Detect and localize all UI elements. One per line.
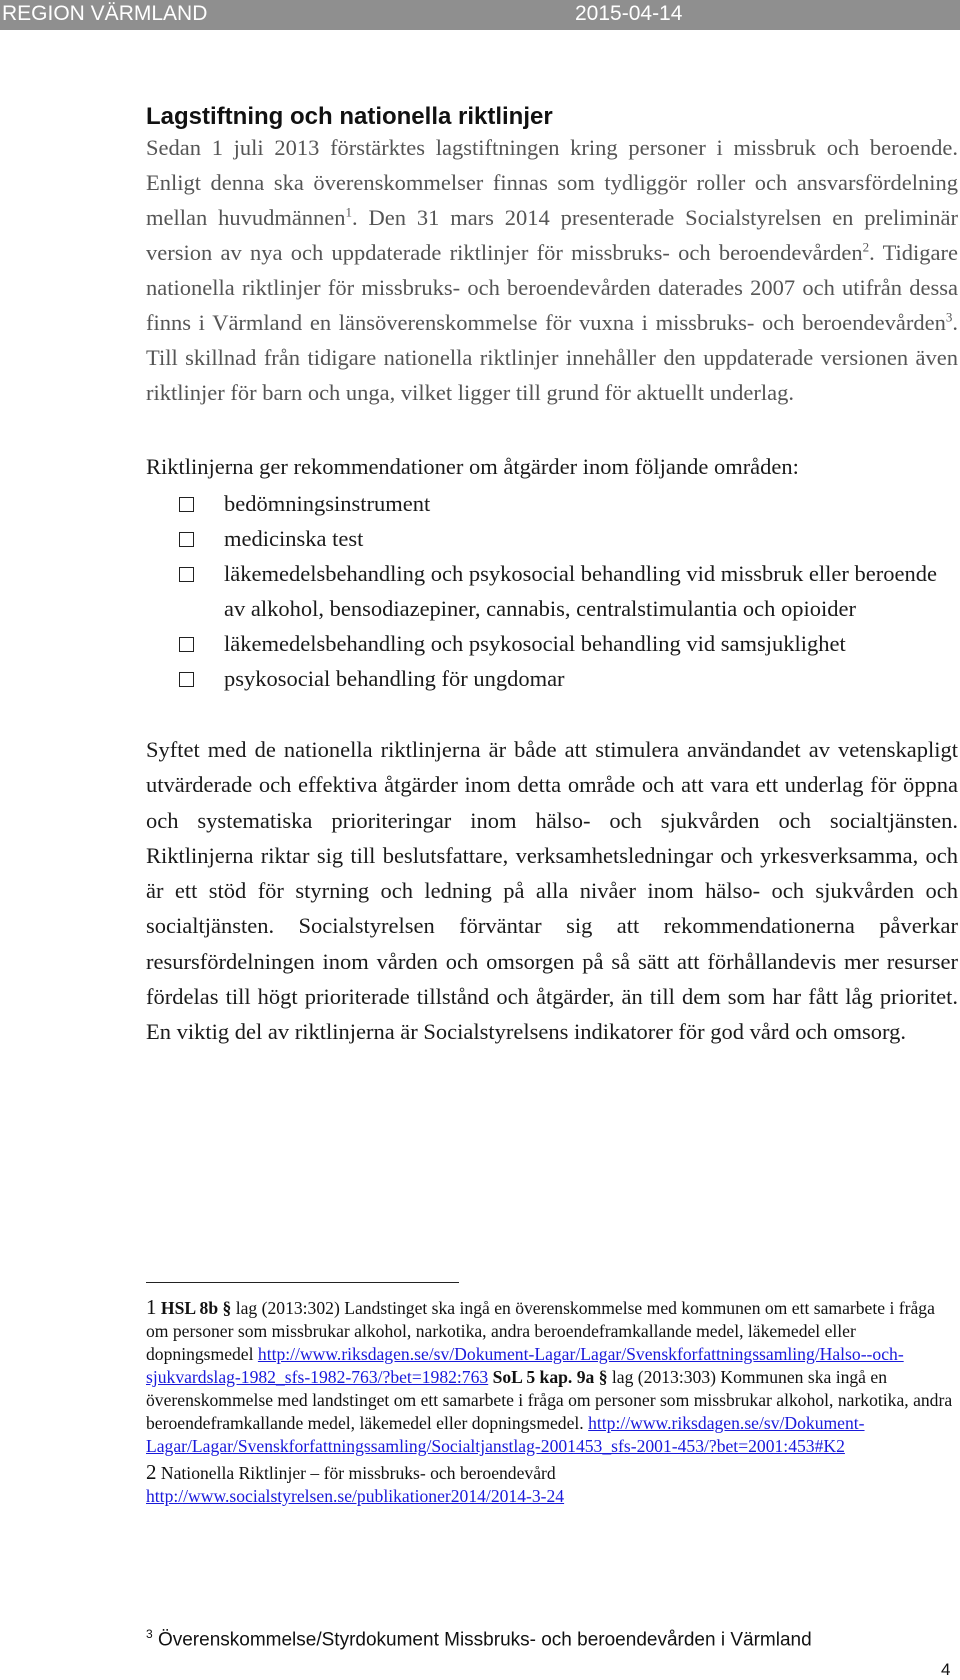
purpose-paragraph: Syftet med de nationella riktlinjerna är både att stimulera användandet av vetenskapligt utvärderade och effektiva åtgärder inom detta område och att vara ett underlag för öppna och systematiska prioriteringar inom hälso- och sjukvården och socialtjänsten. Riktlinjerna riktar sig till beslutsfattare, verksamhetsledningar och yrkesverksamma, och är ett stöd för styrning och ledning på alla nivåer inom hälso- och sjukvården och socialtjänsten. Socialstyrelsen förväntar sig att rekommendationerna påverkar resursfördelningen inom vården och omsorgen på så sätt att förhållandevis mer resurser fördelas till högt prioriterade tillstånd och åtgärder, än till dem som har fått låg prioritet. En viktig del av riktlinjerna är Socialstyrelsens indikatorer för god vård och omsorg. [146,737,958,1045]
footnote-link[interactable]: http://www.riksdagen.se/sv/Dokument-Lagar/Lagar/Svenskforfattningssamling/Socialtjanstlag-2001453_sfs-2001-453/?bet=2001:453#K2 [146,1413,865,1456]
intro-text-4: . Till skillnad från tidigare nationella riktlinjer innehåller den uppdaterade versionen även riktlinjer för barn och unga, vilket ligger till grund för aktuellt underlag. [146,310,958,405]
footnotes [146,1296,958,1508]
page-header [0,0,960,30]
checkbox-bullet-icon [179,567,194,582]
footnote-ref-2[interactable]: 2 [862,239,870,255]
footnote-link[interactable]: http://www.socialstyrelsen.se/publikationer2014/2014-3-24 [146,1486,565,1506]
footnote-number: 1 [146,1295,157,1319]
intro-text-1: Sedan 1 juli 2013 förstärktes lagstiftningen kring personer i missbruk och beroende. Enligt denna ska överenskommelser finnas som tydliggör roller och ansvarsfördelning mellan huvudmännen [146,135,958,230]
header-organization: REGION VÄRMLAND [2,2,208,25]
list-item-text: medicinska test [224,526,364,551]
footnote-number: 3 [146,1627,153,1641]
intro-paragraph [146,130,958,410]
footnote-1 [146,1296,958,1458]
section-heading: Lagstiftning och nationella riktlinjer [146,103,553,130]
footnote-number: 2 [146,1460,157,1484]
checkbox-bullet-icon [179,497,194,512]
footnote-sol-ref: SoL 5 kap. 9a § [488,1367,608,1387]
list-item [146,661,958,696]
footnote-2 [146,1461,958,1508]
checkbox-bullet-icon [179,532,194,547]
footnote-text: Nationella Riktlinjer – för missbruks- och beroendevård [156,1463,556,1483]
list-item [146,486,958,521]
list-item-text: läkemedelsbehandling och psykosocial behandling vid samsjuklighet [224,631,846,656]
footnote-text: lag (2013:302) Landstinget ska ingå en överenskommelse med kommunen om ett samarbete i fråga om personer som missbrukar alkohol, narkotika, andra beroendeframkallande medel, läkemedel eller dopningsmedel [146,1298,935,1364]
list-item [146,556,958,626]
footnote-hsl-ref: HSL 8b § [160,1298,232,1318]
list-item-text: psykosocial behandling för ungdomar [224,666,565,691]
checkbox-bullet-icon [179,672,194,687]
recommendations-intro: Riktlinjerna ger rekommendationer om åtgärder inom följande områden: [146,454,799,479]
list-item [146,521,958,556]
intro-text-2: . Den 31 mars 2014 presenterade Socialstyrelsen en preliminär version av nya och uppdaterade riktlinjer för missbruks- och beroendevården [146,205,958,265]
list-item-text: bedömningsinstrument [224,491,431,516]
list-item [146,626,958,661]
footnote-3 [146,1627,812,1651]
footnote-text: lag (2013:303) Kommunen ska ingå en överenskommelse med landstinget om ett samarbete i fråga om personer som missbrukar alkohol, narkotika, andra beroendeframkallande medel, läkemedel eller dopningsmedel. [146,1367,953,1433]
main-content [146,104,958,1072]
footnote-ref-1[interactable]: 1 [345,204,353,220]
list-item-text: läkemedelsbehandling och psykosocial behandling vid missbruk eller beroende av alkohol, bensodiazepiner, cannabis, centralstimulantia och opioider [224,561,937,621]
checkbox-bullet-icon [179,637,194,652]
intro-text-3: . Tidigare nationella riktlinjer för missbruks- och beroendevården daterades 2007 och utifrån dessa finns i Värmland en länsöverenskommelse för vuxna i missbruks- och beroendevården [146,240,959,335]
footnote-divider [146,1282,459,1283]
recommendation-list [146,486,958,696]
footnote-ref-3[interactable]: 3 [945,309,953,325]
footnote-text: Överenskommelse/Styrdokument Missbruks- och beroendevården i Värmland [152,1629,812,1651]
footnote-link[interactable]: http://www.riksdagen.se/sv/Dokument-Lagar/Lagar/Svenskforfattningssamling/Halso--och-sjukvardslag-1982_sfs-1982-763/?bet=1982:763 [146,1344,904,1387]
header-date: 2015-04-14 [575,2,683,25]
page-number: 4 [941,1660,951,1679]
